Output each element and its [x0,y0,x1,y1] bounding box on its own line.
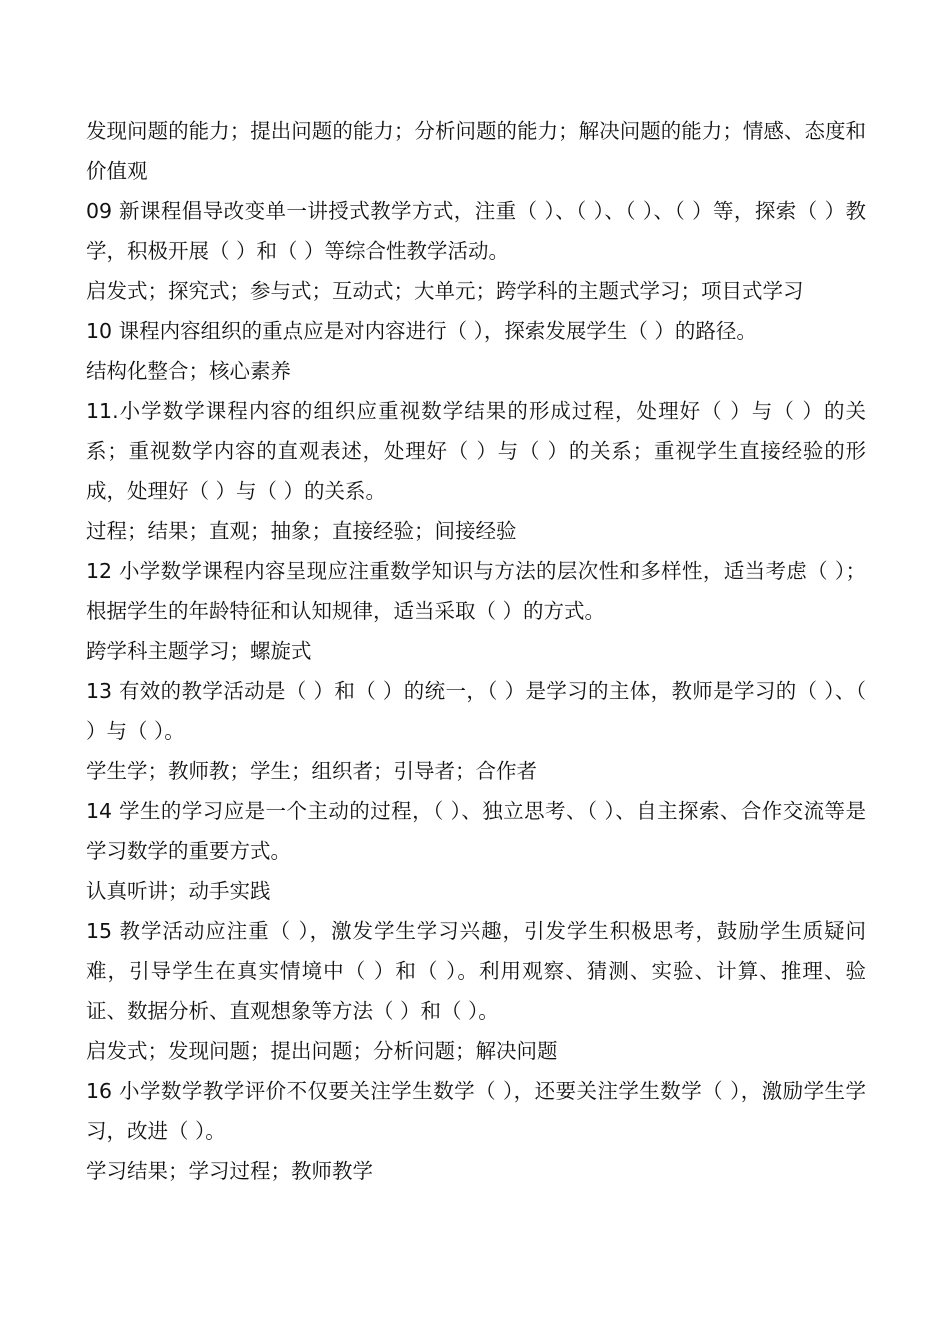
answer-paragraph-11: 过程；结果；直观；抽象；直接经验；间接经验 [86,519,517,543]
question-paragraph-16: 16 小学数学教学评价不仅要关注学生数学（ ），还要关注学生数学（ ），激励学生学习，改进（ ）。 [86,1079,866,1143]
question-paragraph-12: 12 小学数学课程内容呈现应注重数学知识与方法的层次性和多样性，适当考虑（ ）；根据学生的年龄特征和认知规律，适当采取（ ）的方式。 [86,559,866,623]
answer-paragraph-10: 结构化整合；核心素养 [86,359,291,383]
answer-paragraph-14: 认真听讲；动手实践 [86,879,271,903]
question-paragraph-10: 10 课程内容组织的重点应是对内容进行（ ），探索发展学生（ ）的路径。 [86,319,757,343]
answer-paragraph-13: 学生学；教师教；学生；组织者；引导者；合作者 [86,759,537,783]
question-paragraph-11: 11.小学数学课程内容的组织应重视数学结果的形成过程，处理好（ ）与（ ）的关系；重视数学内容的直观表述，处理好（ ）与（ ）的关系；重视学生直接经验的形成，处理好（ ）与（ ）的关系。 [86,399,866,503]
answer-paragraph-09: 启发式；探究式；参与式；互动式；大单元；跨学科的主题式学习；项目式学习 [86,279,804,303]
answer-paragraph-16: 学习结果；学习过程；教师教学 [86,1159,373,1183]
answer-paragraph-15: 启发式；发现问题；提出问题；分析问题；解决问题 [86,1039,558,1063]
document-page [86,111,866,1191]
answer-paragraph-12: 跨学科主题学习；螺旋式 [86,639,312,663]
question-paragraph-13: 13 有效的教学活动是（ ）和（ ）的统一，（ ）是学习的主体，教师是学习的（ ）、（ ）与（ ）。 [86,679,866,743]
question-paragraph-09: 09 新课程倡导改变单一讲授式教学方式，注重（ ）、（ ）、（ ）、（ ）等，探索（ ）教学，积极开展（ ）和（ ）等综合性教学活动。 [86,199,866,263]
question-paragraph-15: 15 教学活动应注重（ ），激发学生学习兴趣，引发学生积极思考，鼓励学生质疑问难，引导学生在真实情境中（ ）和（ ）。利用观察、猜测、实验、计算、推理、验证、数据分析、直观想象等方法（ ）和（ ）。 [86,919,866,1023]
answer-paragraph: 发现问题的能力；提出问题的能力；分析问题的能力；解决问题的能力；情感、态度和价值观 [86,119,866,183]
question-paragraph-14: 14 学生的学习应是一个主动的过程，（ ）、独立思考、（ ）、自主探索、合作交流等是学习数学的重要方式。 [86,799,866,863]
